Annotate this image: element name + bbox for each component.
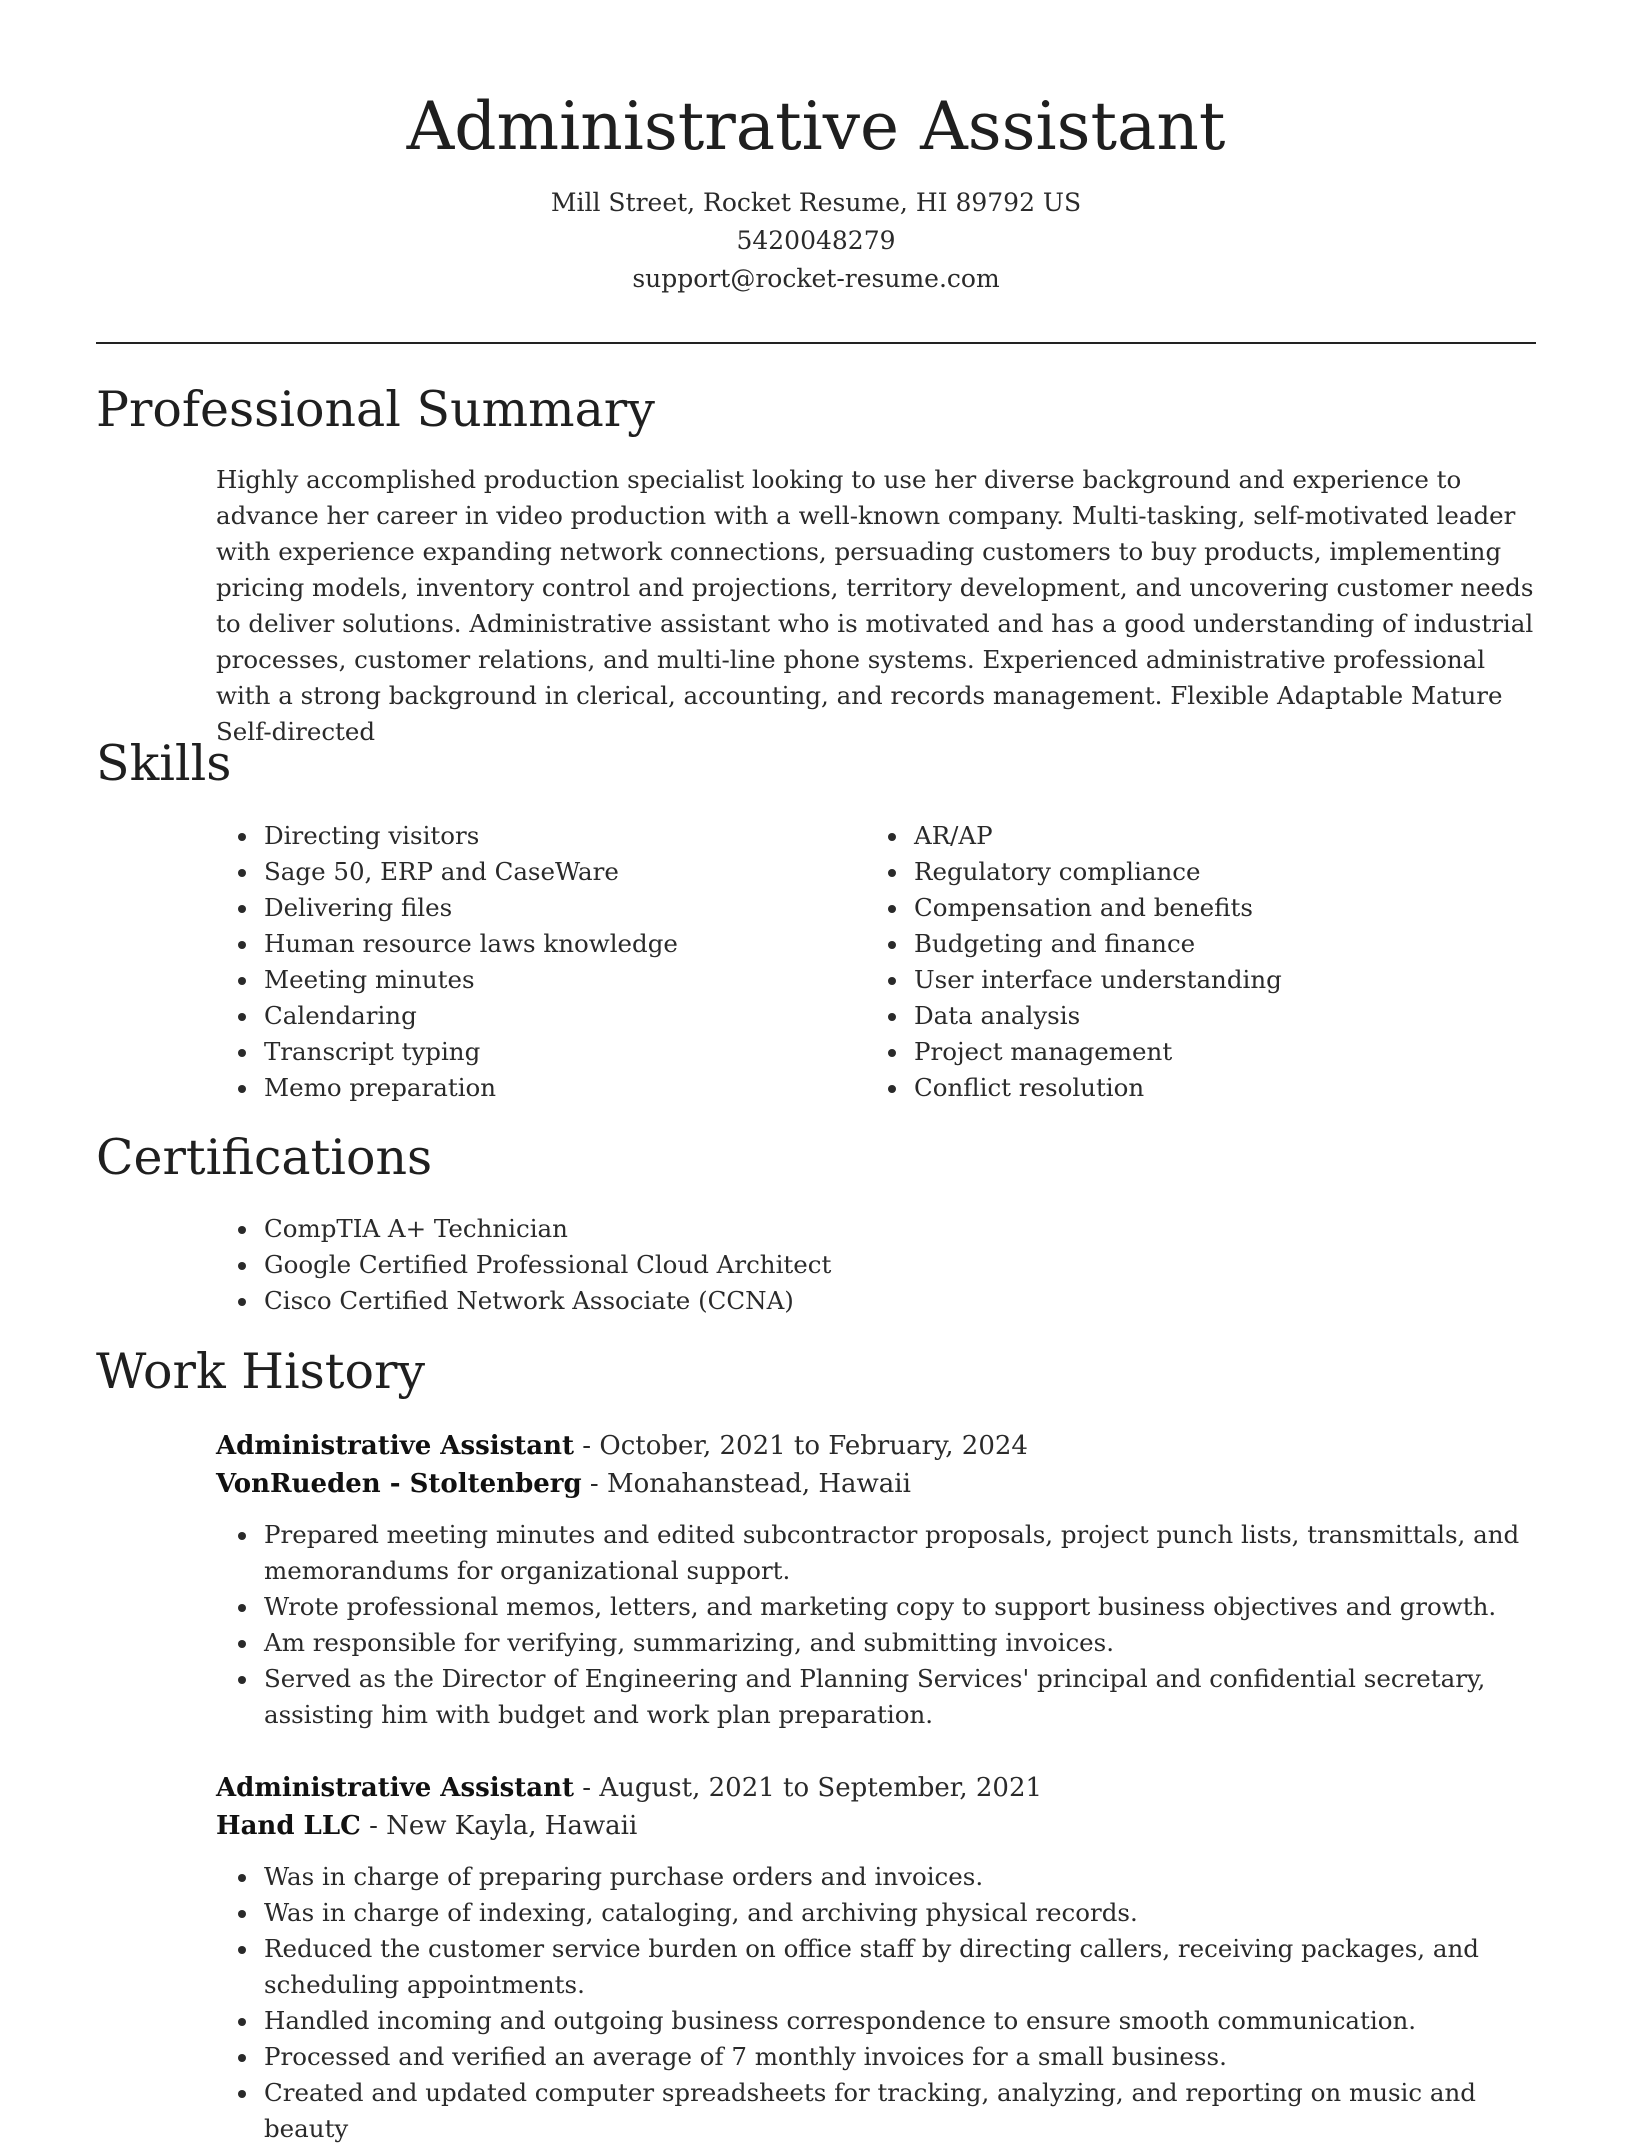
- skill-item: • Compensation and benefits: [910, 890, 1506, 926]
- job-role: Administrative Assistant: [216, 1431, 575, 1461]
- job-bullet: • Reduced the customer service burden on office staff by directing callers, receiving packages, and scheduling appointments.: [260, 1931, 1536, 2003]
- job-entry: [216, 1769, 1536, 2147]
- skill-item: • Meeting minutes: [260, 962, 856, 998]
- skill-item: • Directing visitors: [260, 818, 856, 854]
- skills-column-right: [866, 818, 1506, 1106]
- certifications-heading: Certifications: [96, 1129, 433, 1186]
- contact-block: [96, 184, 1536, 298]
- skill-item: • Budgeting and finance: [910, 926, 1506, 962]
- certifications-list: [216, 1211, 1536, 1319]
- skill-item: • Delivering files: [260, 890, 856, 926]
- candidate-name: Administrative Assistant: [406, 88, 1226, 165]
- job-bullets: [216, 1859, 1536, 2147]
- summary-heading: Professional Summary: [96, 381, 655, 438]
- summary-paragraph: Highly accomplished production specialist looking to use her diverse background and experience to advance her career in video production with a well-known company. Multi-tasking, self-motivated leader with experience expanding network connections, persuading customers to buy products, implementing pricing models, inventory control and projections, territory development, and uncovering customer needs to deliver solutions. Administrative assistant who is motivated and has a good understanding of industrial processes, customer relations, and multi-line phone systems. Experienced administrative professional with a strong background in clerical, accounting, and records management. Flexible Adaptable Mature Self-directed: [216, 465, 1534, 746]
- job-bullet: • Handled incoming and outgoing business correspondence to ensure smooth communication.: [260, 2003, 1536, 2039]
- job-bullet: • Served as the Director of Engineering and Planning Services' principal and confidential secretary, assisting him with budget and work plan preparation.: [260, 1661, 1536, 1733]
- job-company-line: VonRueden - Stoltenberg - Monahanstead, Hawaii: [216, 1469, 911, 1499]
- email-text: support@rocket-resume.com: [632, 264, 1000, 293]
- skill-item: • Project management: [910, 1034, 1506, 1070]
- job-bullet: • Processed and verified an average of 7 monthly invoices for a small business.: [260, 2039, 1536, 2075]
- skill-item: • Human resource laws knowledge: [260, 926, 856, 962]
- job-bullet: • Am responsible for verifying, summarizing, and submitting invoices.: [260, 1625, 1536, 1661]
- job-location: New Kayla, Hawaii: [386, 1811, 638, 1841]
- job-bullet: • Prepared meeting minutes and edited subcontractor proposals, project punch lists, transmittals, and memorandums for organizational support.: [260, 1517, 1536, 1589]
- skill-item: • AR/AP: [910, 818, 1506, 854]
- job-company: Hand LLC: [216, 1811, 361, 1841]
- certification-item: • Google Certified Professional Cloud Architect: [260, 1247, 1536, 1283]
- job-bullets: [216, 1517, 1536, 1733]
- header-divider: [96, 342, 1536, 344]
- skill-item: • Regulatory compliance: [910, 854, 1506, 890]
- work-history-heading: Work History: [96, 1343, 426, 1400]
- job-title-line: Administrative Assistant - October, 2021 to February, 2024: [216, 1431, 1028, 1461]
- job-bullet: • Wrote professional memos, letters, and marketing copy to support business objectives and growth.: [260, 1589, 1536, 1625]
- job-bullet: • Was in charge of indexing, cataloging, and archiving physical records.: [260, 1895, 1536, 1931]
- job-entry: [216, 1427, 1536, 1733]
- address-text: Mill Street, Rocket Resume, HI 89792 US: [550, 188, 1082, 217]
- skill-item: • Calendaring: [260, 998, 856, 1034]
- skill-item: • Memo preparation: [260, 1070, 856, 1106]
- job-role: Administrative Assistant: [216, 1773, 575, 1803]
- certifications-block: [216, 1211, 1536, 1319]
- certification-item: • Cisco Certified Network Associate (CCNA): [260, 1283, 1536, 1319]
- job-bullet: • Created and updated computer spreadsheets for tracking, analyzing, and reporting on music and beauty: [260, 2075, 1536, 2147]
- job-location: Monahanstead, Hawaii: [607, 1469, 911, 1499]
- job-title-line: Administrative Assistant - August, 2021 to September, 2021: [216, 1773, 1043, 1803]
- job-company: VonRueden - Stoltenberg: [216, 1469, 582, 1499]
- skill-item: • User interface understanding: [910, 962, 1506, 998]
- job-dates: August, 2021 to September, 2021: [599, 1773, 1043, 1803]
- job-company-line: Hand LLC - New Kayla, Hawaii: [216, 1811, 638, 1841]
- certification-item: • CompTIA A+ Technician: [260, 1211, 1536, 1247]
- job-bullet: • Was in charge of preparing purchase orders and invoices.: [260, 1859, 1536, 1895]
- phone-text: 5420048279: [736, 226, 896, 255]
- skill-item: • Transcript typing: [260, 1034, 856, 1070]
- job-dates: October, 2021 to February, 2024: [599, 1431, 1028, 1461]
- skill-item: • Sage 50, ERP and CaseWare: [260, 854, 856, 890]
- skills-heading: Skills: [96, 735, 232, 792]
- skills-list-left: [216, 818, 856, 1106]
- skill-item: • Conflict resolution: [910, 1070, 1506, 1106]
- resume-header: [96, 84, 1536, 298]
- skill-item: • Data analysis: [910, 998, 1506, 1034]
- skills-column-left: [216, 818, 856, 1106]
- skills-list-right: [866, 818, 1506, 1106]
